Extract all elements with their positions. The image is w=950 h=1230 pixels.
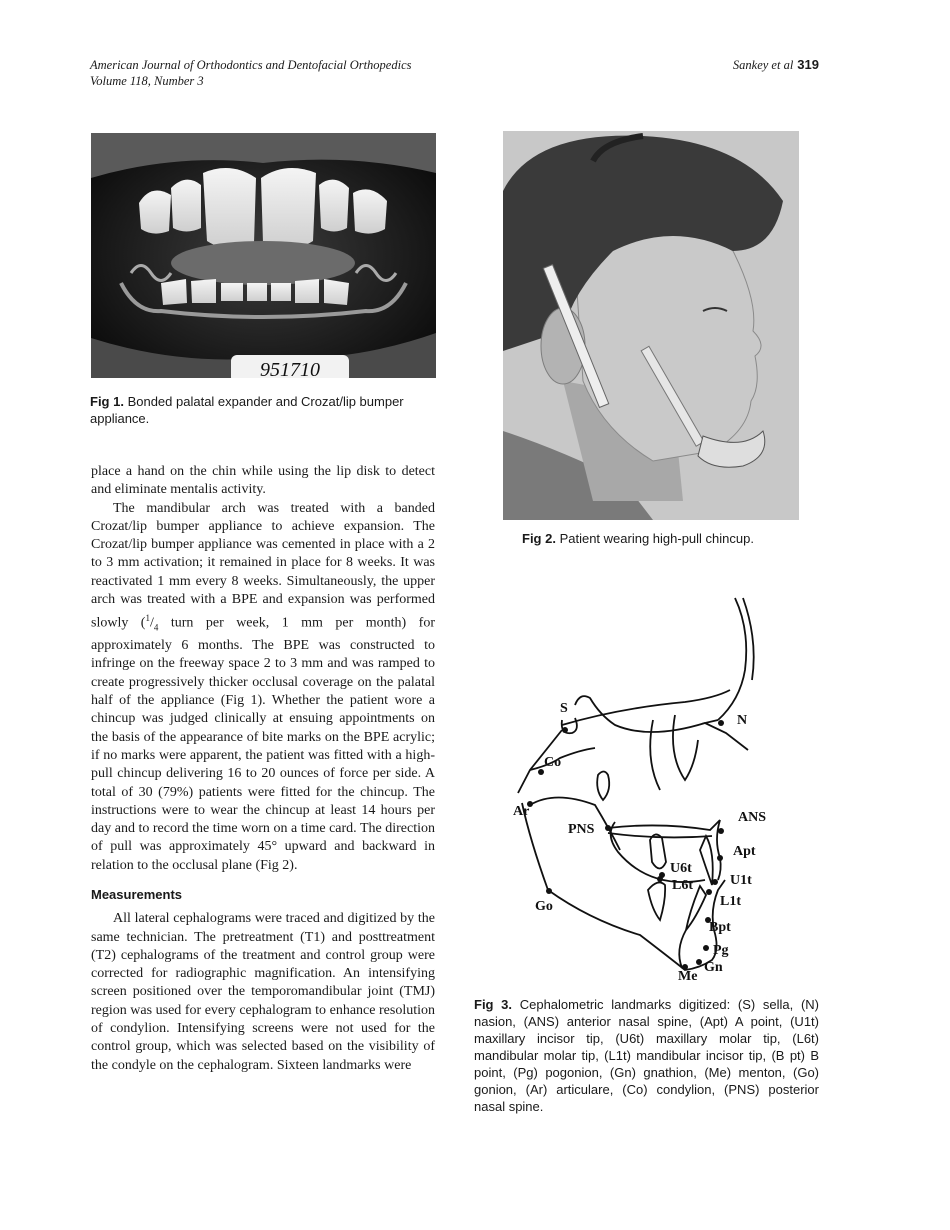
running-header-authors <box>733 57 819 73</box>
point-pns <box>605 825 611 831</box>
fig1-photo <box>91 133 436 378</box>
fig3-label: Fig 3. <box>474 997 513 1012</box>
fig3-caption <box>474 996 819 1115</box>
label-ans: ANS <box>738 810 767 825</box>
point-n <box>718 720 724 726</box>
fig2-photo <box>503 131 799 520</box>
fraction-denominator: 4 <box>153 622 159 633</box>
fig2-label: Fig 2. <box>522 531 556 546</box>
label-n: N <box>737 713 748 728</box>
point-s <box>562 727 568 733</box>
fraction-numerator: 1 <box>145 613 150 624</box>
author-line: Sankey et al <box>732 58 794 72</box>
label-co: Co <box>544 755 562 770</box>
fig1-label: Fig 1. <box>90 394 124 409</box>
paragraph-measurements: All lateral cephalograms were traced and digitized by the same technician. The pretreatment (T1) and posttreatment (T2) cephalograms of the treatment and control group were corrected for radiographic magnification. An intensifying screen positioned over the temporomandibular joint (TMJ) region was used for every cephalogram to enhance resolution of condylion. Intensifying screens were not used for the control group, which was selected based on the visibility of the condyle on the cephalogram. Sixteen landmarks were <box>91 911 435 1073</box>
journal-volume: Volume 118, Number 3 <box>90 74 204 88</box>
point-l1t <box>706 889 712 895</box>
fig2-caption-text: Patient wearing high-pull chincup. <box>555 531 754 546</box>
tracing-lines <box>518 598 754 970</box>
point-apt <box>717 855 723 861</box>
fig3-cephalometric-diagram <box>500 590 800 985</box>
fig2-caption <box>522 530 812 547</box>
label-ar: Ar <box>513 804 530 819</box>
point-l6t <box>657 876 663 882</box>
label-me: Me <box>678 969 698 984</box>
point-go <box>546 888 552 894</box>
paragraph-treatment-part1: The mandibular arch was treated with a banded Crozat/lip bumper appliance to achieve expansion. The Crozat/lip bumper appliance was cemented in place with a 2 to 3 mm activation; it remained in place for 8 weeks. It was reactivated 1 mm every 8 weeks. Simultaneously, the upper arch was treated with a BPE and expansion was performed slowly ( <box>91 500 435 632</box>
point-pg <box>703 945 709 951</box>
label-gn: Gn <box>704 960 723 975</box>
photo-tag-number: 951710 <box>260 359 320 378</box>
label-s: S <box>560 701 568 716</box>
page-number: 319 <box>797 57 819 72</box>
paragraph-treatment: The mandibular arch was treated with a banded Crozat/lip bumper appliance to achieve expansion. The Crozat/lip bumper appliance was cemented in place with a 2 to 3 mm activation; it remained in place for 8 weeks. It was reactivated 1 mm every 8 weeks. Simultaneously, the upper arch was treated with a BPE and expansion was performed slowly ($^1/_4$ turn per week, 1 mm per month) for approximately 6 months. The BPE was constructed to infringe on the freeway space 2 to 3 mm and was ramped to create progressively thicker occlusal coverage on the palatal half of the appliance (Fig 1). Whether the patient wore a chincup was judged clinically at ensuing appointments on the basis of the appearance of bite marks on the BPE acrylic; if no marks were apparent, the patient was fitted with a high-pull chincup delivering 16 to 20 ounces of force per side. A total of 30 (79%) patients were fitted for the chincup. The instructions were to wear the chincup at least 14 hours per day and to record the time worn on a time card. The direction of pull was approximately 45° upward and backward in relation to the occlusal plane (Fig 2). <box>91 500 435 873</box>
label-apt: Apt <box>733 844 756 859</box>
point-ans <box>718 828 724 834</box>
fig1-caption-text: Bonded palatal expander and Crozat/lip bumper appliance. <box>90 394 404 426</box>
journal-title: American Journal of Orthodontics and Dentofacial Orthopedics <box>90 58 412 72</box>
label-go: Go <box>535 899 553 914</box>
label-l6t: L6t <box>672 878 693 893</box>
section-heading-measurements: Measurements <box>91 886 183 902</box>
running-header-journal <box>90 57 412 89</box>
label-u1t: U1t <box>730 873 752 888</box>
label-l1t: L1t <box>720 894 741 909</box>
fig3-caption-text: Cephalometric landmarks digitized: (S) sella, (N) nasion, (ANS) anterior nasal spine, (Apt) A point, (U1t) maxillary incisor tip, (U6t) maxillary molar tip, (L6t) mandibular molar tip, (L1t) mandibular incisor tip, (B pt) B point, (Pg) pogonion, (Gn) gnathion, (Me) menton, (Go) gonion, (Ar) articulare, (Co) condylion, (PNS) posterior nasal spine. <box>474 997 819 1114</box>
label-pg: Pg <box>713 943 729 958</box>
label-u6t: U6t <box>670 861 692 876</box>
point-gn <box>696 959 702 965</box>
point-u1t <box>712 879 718 885</box>
body-column <box>91 463 435 1075</box>
mouth-appliance-illustration <box>91 133 436 378</box>
paragraph-treatment-part2: turn per week, 1 mm per month) for approximately 6 months. The BPE was constructed to infringe on the freeway space 2 to 3 mm and was ramped to create progressively thicker occlusal coverage on the palatal half of the appliance (Fig 1). Whether the patient wore a chincup was judged clinically at ensuing appointments on the basis of the appearance of bite marks on the BPE acrylic; if no marks were apparent, the patient was fitted with a high-pull chincup delivering 16 to 20 ounces of force per side. A total of 30 (79%) patients were fitted for the chincup. The instructions were to wear the chincup at least 14 hours per day and to record the time worn on a time card. The direction of pull was approximately 45° upward and backward in relation to the occlusal plane (Fig 2). <box>91 616 435 873</box>
label-bpt: Bpt <box>709 920 731 935</box>
paragraph-continued: place a hand on the chin while using the lip disk to detect and eliminate mentalis activity. <box>91 464 435 498</box>
patient-profile-illustration <box>503 131 799 520</box>
fig1-caption <box>90 393 436 427</box>
label-pns: PNS <box>568 822 595 837</box>
